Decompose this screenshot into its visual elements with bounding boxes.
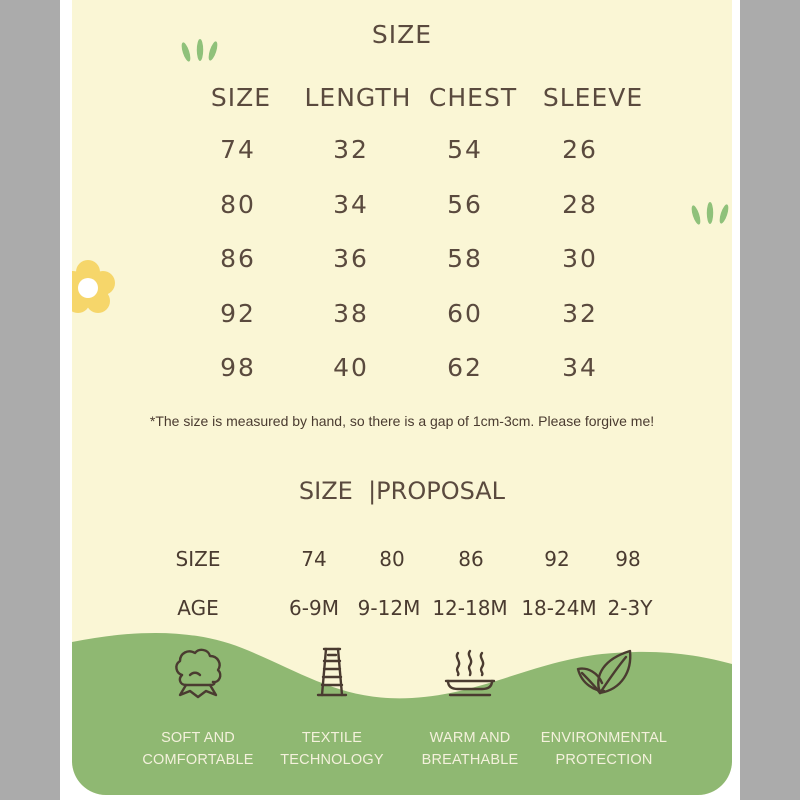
proposal-title: SIZE |PROPOSAL xyxy=(298,477,506,505)
feature-line: ENVIRONMENTAL xyxy=(540,730,668,746)
table-cell: 30 xyxy=(562,244,598,273)
age-row-label: AGE xyxy=(177,596,219,620)
feature-environmental xyxy=(534,645,674,771)
table-cell: 54 xyxy=(447,135,483,164)
proposal-age: 6-9M xyxy=(289,596,339,620)
table-cell: 32 xyxy=(333,135,369,164)
size-table xyxy=(72,0,732,400)
table-cell: 34 xyxy=(562,353,598,382)
measurement-note: *The size is measured by hand, so there is a gap of 1cm-3cm. Please forgive me! xyxy=(149,413,655,429)
proposal-size: 86 xyxy=(458,547,484,571)
column-header-chest: CHEST xyxy=(428,83,518,112)
table-cell: 26 xyxy=(562,135,598,164)
left-margin xyxy=(0,0,60,800)
feature-soft xyxy=(128,645,268,771)
size-row-label: SIZE xyxy=(175,547,221,571)
thread-spool-icon xyxy=(302,645,362,701)
proposal-size: 74 xyxy=(301,547,327,571)
table-cell: 28 xyxy=(562,190,598,219)
column-header-length: LENGTH xyxy=(304,83,412,112)
table-cell: 38 xyxy=(333,299,369,328)
column-header-size: SIZE xyxy=(210,83,272,112)
feature-line: TECHNOLOGY xyxy=(280,752,384,768)
proposal-age: 2-3Y xyxy=(607,596,653,620)
table-cell: 58 xyxy=(447,244,483,273)
feature-textile xyxy=(262,645,402,771)
feature-line: PROTECTION xyxy=(555,752,653,768)
table-cell: 56 xyxy=(447,190,483,219)
table-cell: 32 xyxy=(562,299,598,328)
feature-line: SOFT AND xyxy=(161,730,235,746)
table-cell: 36 xyxy=(333,244,369,273)
right-margin xyxy=(740,0,800,800)
feature-warm xyxy=(400,645,540,771)
proposal-age: 18-24M xyxy=(521,596,597,620)
feature-line: COMFORTABLE xyxy=(142,752,254,768)
table-cell: 34 xyxy=(333,190,369,219)
proposal-size: 98 xyxy=(615,547,641,571)
size-chart-card xyxy=(72,0,732,795)
proposal-age: 9-12M xyxy=(357,596,421,620)
feature-line: BREATHABLE xyxy=(421,752,519,768)
cotton-icon xyxy=(168,645,228,701)
proposal-size: 92 xyxy=(544,547,570,571)
table-cell: 86 xyxy=(220,244,256,273)
feature-line: TEXTILE xyxy=(301,730,363,746)
table-cell: 92 xyxy=(220,299,256,328)
page-title: SIZE xyxy=(371,20,433,49)
column-header-sleeve: SLEEVE xyxy=(542,83,644,112)
feature-line: WARM AND xyxy=(429,730,511,746)
table-cell: 74 xyxy=(220,135,256,164)
table-cell: 60 xyxy=(447,299,483,328)
proposal-size: 80 xyxy=(379,547,405,571)
table-cell: 40 xyxy=(333,353,369,382)
steam-icon xyxy=(440,645,500,701)
leaf-icon xyxy=(574,645,634,701)
table-cell: 80 xyxy=(220,190,256,219)
table-cell: 98 xyxy=(220,353,256,382)
table-cell: 62 xyxy=(447,353,483,382)
proposal-age: 12-18M xyxy=(432,596,508,620)
